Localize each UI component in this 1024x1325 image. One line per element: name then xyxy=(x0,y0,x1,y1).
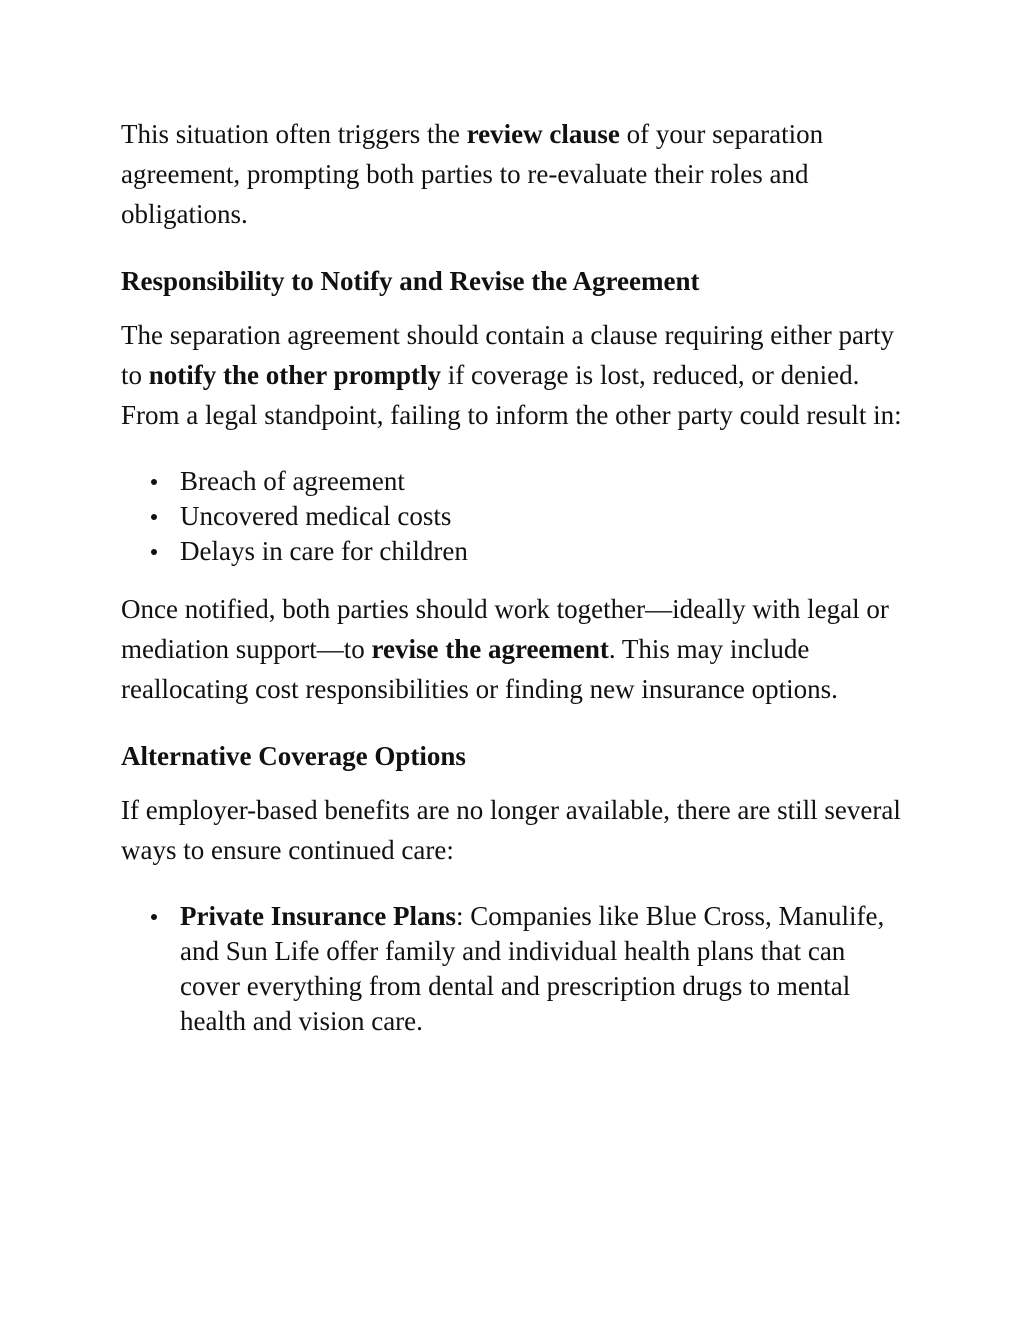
list-item xyxy=(121,534,911,569)
intro-bold-term: review clause xyxy=(466,119,620,149)
intro-paragraph xyxy=(121,114,911,234)
list-item xyxy=(121,499,911,534)
notify-paragraph xyxy=(121,315,911,435)
option-bold-term: Private Insurance Plans xyxy=(180,901,456,931)
revise-text-end: . This may include reallocating cost responsibilities or finding new insurance options. xyxy=(121,634,838,704)
bullet-dot-icon xyxy=(151,914,157,920)
intro-text-end: of your separation agreement, prompting both parties to re-evaluate their roles and obligations. xyxy=(121,119,824,229)
list-item-text: Uncovered medical costs xyxy=(180,501,452,531)
notify-bold-term: notify the other promptly xyxy=(148,360,442,390)
option-text: : Companies like Blue Cross, Manulife, and Sun Life offer family and individual health plans that can cover everything from dental and prescription drugs to mental health and vision care. xyxy=(180,901,885,1036)
notify-text-end: if coverage is lost, reduced, or denied. From a legal standpoint, failing to inform the other party could result in: xyxy=(121,360,902,430)
list-item-text: Breach of agreement xyxy=(180,466,405,496)
alternatives-paragraph: If employer-based benefits are no longer available, there are still several ways to ensure continued care: xyxy=(121,795,901,865)
section-heading-notify: Responsibility to Notify and Revise the Agreement xyxy=(121,266,700,296)
list-item-text: Delays in care for children xyxy=(180,536,468,566)
bullet-dot-icon xyxy=(151,479,157,485)
consequences-list xyxy=(121,464,911,569)
bullet-dot-icon xyxy=(151,514,157,520)
section-heading-alternatives: Alternative Coverage Options xyxy=(121,741,466,771)
list-item xyxy=(121,464,911,499)
intro-text-start: This situation often triggers the xyxy=(121,119,467,149)
bullet-dot-icon xyxy=(151,549,157,555)
document-page xyxy=(121,114,911,1039)
list-item xyxy=(121,899,911,1039)
revise-paragraph xyxy=(121,589,911,709)
coverage-options-list xyxy=(121,899,911,1039)
revise-text-start: Once notified, both parties should work together—ideally with legal or mediation support—to xyxy=(121,594,889,664)
revise-bold-term: revise the agreement xyxy=(371,634,609,664)
notify-text-start: The separation agreement should contain a clause requiring either party to xyxy=(121,320,894,390)
